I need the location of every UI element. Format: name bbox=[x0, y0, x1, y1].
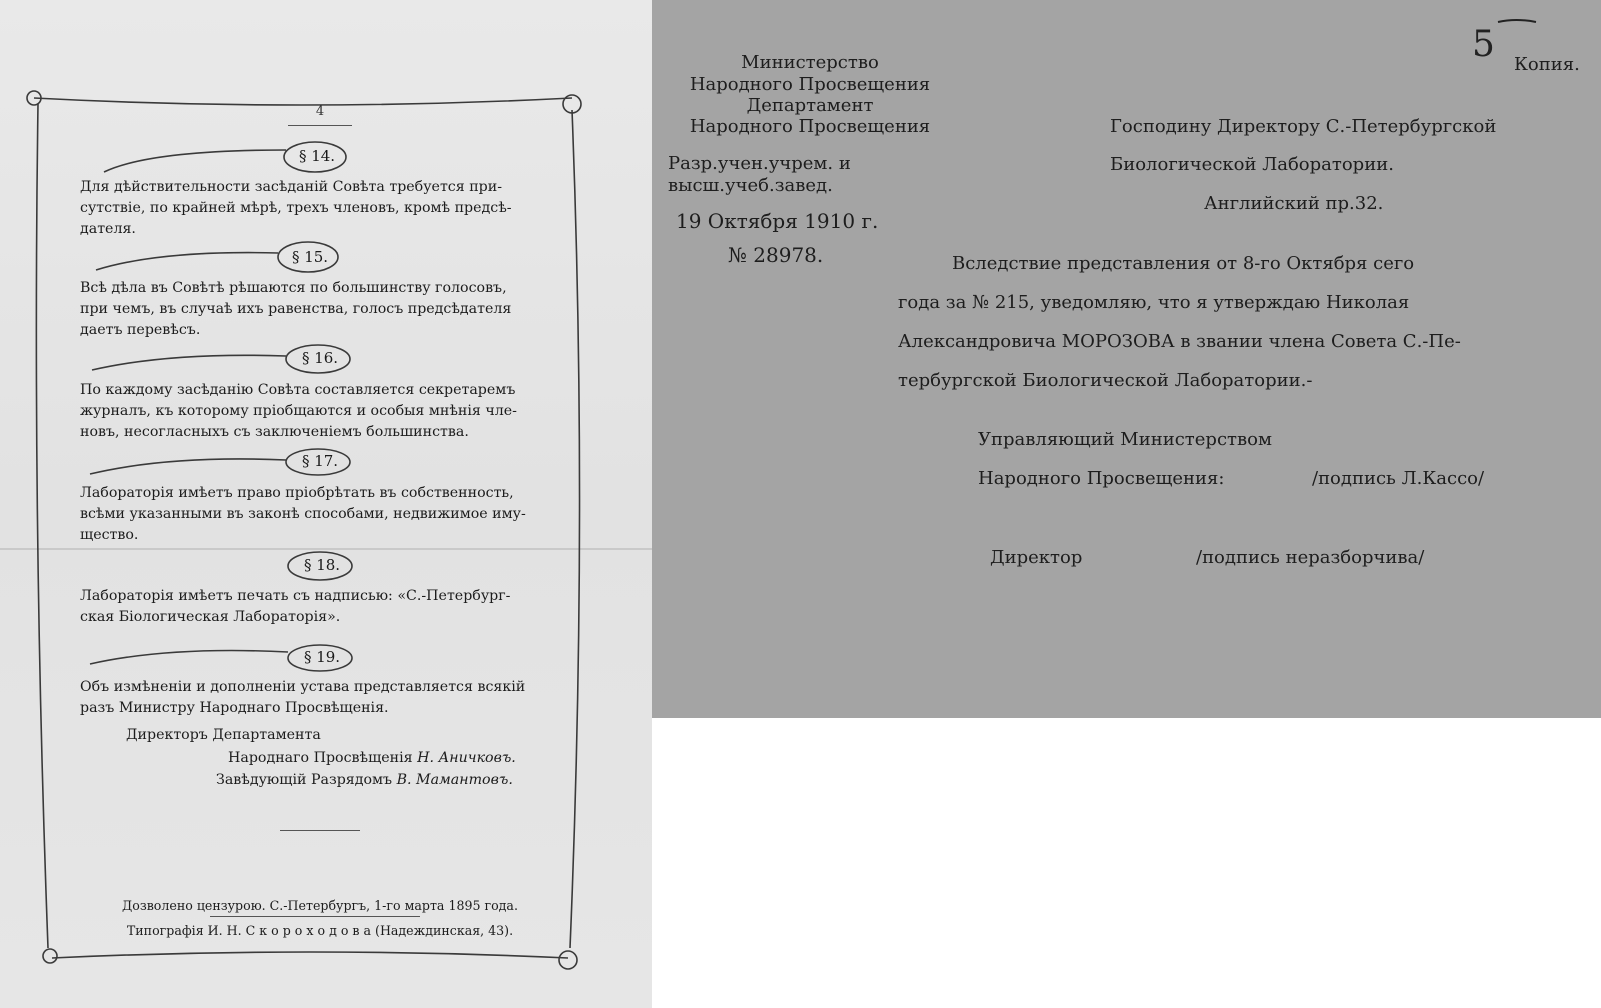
body-line-1: Вследствие представления от 8-го Октября сего bbox=[952, 253, 1415, 274]
text-line: Для дѣйствительности засѣданій Совѣта требуется при- bbox=[80, 179, 502, 195]
text-line: Лабораторія имѣетъ право пріобрѣтать въ собственность, bbox=[80, 485, 514, 501]
page-number-rule bbox=[288, 125, 352, 126]
signature-name-anichkov: Н. Аничковъ. bbox=[417, 750, 516, 766]
paragraph-17-heading: § 17. bbox=[301, 452, 339, 470]
signatory-ministry: Народного Просвещения: bbox=[978, 468, 1225, 489]
text-line: при чемъ, въ случаѣ ихъ равенства, голосъ предсѣдателя bbox=[80, 301, 512, 317]
addressee-line-1: Господину Директору С.-Петербургской bbox=[1110, 116, 1497, 137]
body-line-3: Александровича МОРОЗОВА в звании члена Совета С.-Пе- bbox=[898, 331, 1461, 352]
censorship-notice: Дозволено цензурою. С.-Петербургъ, 1-го марта 1895 года. bbox=[122, 898, 518, 913]
signature-section-title: Завѣдующій Разрядомъ bbox=[216, 772, 393, 788]
closing-divider bbox=[280, 830, 360, 831]
addressee-line-3: Английский пр.32. bbox=[1204, 193, 1384, 214]
text-line: Лабораторія имѣетъ печать съ надписью: «С.-Петербург- bbox=[80, 588, 511, 604]
director-label: Директор bbox=[990, 547, 1083, 568]
signature-name-mamantov: В. Мамантовъ. bbox=[396, 772, 513, 788]
signature-section-head-line bbox=[216, 772, 513, 788]
text-line: сутствіе, по крайней мѣрѣ, трехъ членовъ, кромѣ предсѣ- bbox=[80, 200, 512, 216]
signature-director-line bbox=[228, 750, 516, 766]
signature-kasso: /подпись Л.Кассо/ bbox=[1312, 468, 1485, 489]
text-line: новъ, несогласныхъ съ заключеніемъ большинства. bbox=[80, 424, 469, 440]
sender-department-name: Народного Просвещения bbox=[689, 116, 931, 137]
paragraph-19-text bbox=[80, 677, 582, 719]
sender-ministry: Министерство bbox=[741, 52, 879, 73]
text-line: Всѣ дѣла въ Совѣтѣ рѣшаются по большинству голосовъ, bbox=[80, 280, 507, 296]
signature-ministry-title: Народнаго Просвѣщенія bbox=[228, 750, 413, 766]
paragraph-15-text bbox=[80, 278, 582, 341]
paragraph-17-text bbox=[80, 483, 582, 546]
paragraph-16-text bbox=[80, 380, 582, 443]
archive-number-text: 5 bbox=[1472, 24, 1495, 64]
printed-charter-page bbox=[0, 0, 652, 1008]
paragraph-14-text bbox=[80, 177, 582, 240]
signature-illegible: /подпись неразборчива/ bbox=[1196, 547, 1425, 568]
body-line-2: года за № 215, уведомляю, что я утверждаю Николая bbox=[898, 292, 1410, 313]
paragraph-14-heading: § 14. bbox=[298, 147, 336, 165]
body-line-4: тербургской Биологической Лаборатории.- bbox=[898, 370, 1313, 391]
text-line: даетъ перевѣсъ. bbox=[80, 322, 201, 338]
paragraph-16-heading: § 16. bbox=[301, 349, 339, 367]
paragraph-18-heading: § 18. bbox=[303, 556, 341, 574]
page-number: 4 bbox=[315, 104, 325, 119]
paragraph-18-text bbox=[80, 586, 582, 628]
text-line: дателя. bbox=[80, 221, 136, 237]
paragraph-19-heading: § 19. bbox=[303, 648, 341, 666]
sender-ministry-name: Народного Просвещения bbox=[689, 74, 931, 95]
section-line-2: высш.учеб.завед. bbox=[668, 175, 833, 196]
section-line-1: Разр.учен.учрем. и bbox=[668, 153, 851, 174]
signature-director-title: Директоръ Департамента bbox=[126, 727, 321, 743]
signatory-title: Управляющий Министерством bbox=[978, 429, 1272, 450]
imprint-divider bbox=[210, 916, 420, 917]
copy-label: Копия. bbox=[1514, 54, 1580, 75]
letter-date: 19 Октября 1910 г. bbox=[676, 209, 879, 233]
text-line: щество. bbox=[80, 527, 139, 543]
text-line: ская Біологическая Лабораторія». bbox=[80, 609, 341, 625]
text-line: Объ измѣненіи и дополненіи устава представляется всякій bbox=[80, 679, 526, 695]
text-line: По каждому засѣданію Совѣта составляется секретаремъ bbox=[80, 382, 516, 398]
text-line: журналъ, къ которому пріобщаются и особыя мнѣнія чле- bbox=[80, 403, 517, 419]
text-line: всѣми указанными въ законѣ способами, недвижимое иму- bbox=[80, 506, 526, 522]
printer-imprint: Типографія И. Н. С к о р о х о д о в а (Надеждинская, 43). bbox=[126, 923, 514, 938]
sender-department: Департамент bbox=[746, 95, 874, 116]
addressee-line-2: Биологической Лаборатории. bbox=[1110, 154, 1394, 175]
paragraph-15-heading: § 15. bbox=[291, 248, 329, 266]
text-line: разъ Министру Народнаго Просвѣщенія. bbox=[80, 700, 389, 716]
letter-number: № 28978. bbox=[728, 243, 824, 267]
blank-area bbox=[652, 718, 1601, 1008]
